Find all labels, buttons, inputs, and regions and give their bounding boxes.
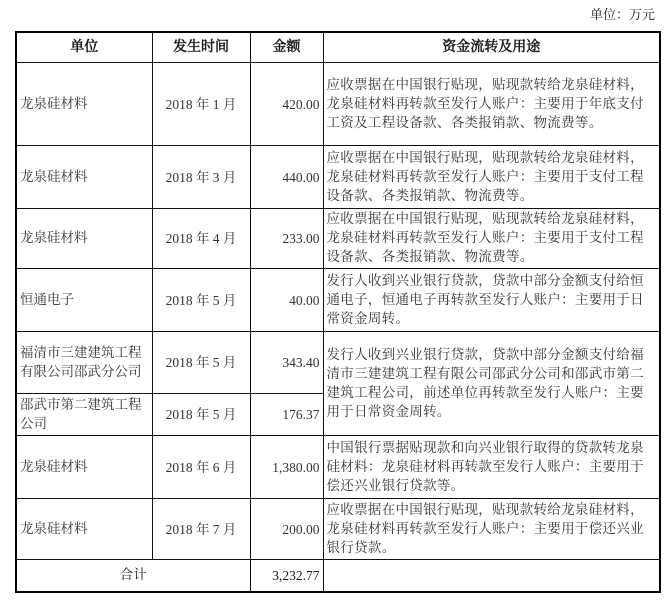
table-row xyxy=(16,436,660,499)
unit-label: 单位：万元 xyxy=(589,8,655,23)
table-row xyxy=(16,332,660,394)
total-row xyxy=(16,560,660,593)
table-row xyxy=(16,269,660,332)
header-unit: 单位 xyxy=(16,32,152,63)
cell-usage: 发行人收到兴业银行贷款，贷款中部分金额支付给恒通电子，恒通电子再转款至发行人账户：主要用于日常资金周转。 xyxy=(323,269,660,332)
cell-date: 2018 年 7 月 xyxy=(152,499,250,560)
cell-date: 2018 年 1 月 xyxy=(152,63,250,146)
cell-usage: 应收票据在中国银行贴现，贴现款转给龙泉硅材料，龙泉硅材料再转款至发行人账户：主要用于支付工程设备款、各类报销款、物流费等。 xyxy=(323,209,660,269)
cell-unit: 龙泉硅材料 xyxy=(16,146,152,209)
header-usage: 资金流转及用途 xyxy=(323,32,660,63)
cell-amount: 343.40 xyxy=(250,332,323,394)
cell-usage: 应收票据在中国银行贴现，贴现款转给龙泉硅材料，龙泉硅材料再转款至发行人账户：主要用于偿还兴业银行贷款。 xyxy=(323,499,660,560)
cell-unit: 福清市三建建筑工程有限公司邵武分公司 xyxy=(16,332,152,394)
total-amount: 3,232.77 xyxy=(250,560,323,593)
cell-unit: 龙泉硅材料 xyxy=(16,209,152,269)
cell-unit: 龙泉硅材料 xyxy=(16,63,152,146)
cell-amount: 200.00 xyxy=(250,499,323,560)
cell-date: 2018 年 4 月 xyxy=(152,209,250,269)
cell-amount: 1,380.00 xyxy=(250,436,323,499)
header-amount: 金额 xyxy=(250,32,323,63)
fund-flow-table xyxy=(15,31,661,593)
table-row xyxy=(16,63,660,146)
cell-date: 2018 年 3 月 xyxy=(152,146,250,209)
cell-usage: 应收票据在中国银行贴现，贴现款转给龙泉硅材料，龙泉硅材料再转款至发行人账户：主要用于年底支付工资及工程设备款、各类报销款、物流费等。 xyxy=(323,63,660,146)
total-usage xyxy=(323,560,660,593)
cell-unit: 龙泉硅材料 xyxy=(16,436,152,499)
cell-amount: 176.37 xyxy=(250,394,323,436)
table-row xyxy=(16,146,660,209)
cell-date: 2018 年 6 月 xyxy=(152,436,250,499)
cell-amount: 440.00 xyxy=(250,146,323,209)
cell-usage: 发行人收到兴业银行贷款，贷款中部分金额支付给福清市三建建筑工程有限公司邵武分公司和邵武市第二建筑工程公司，前述单位再转款至发行人账户：主要用于日常资金周转。 xyxy=(323,332,660,436)
cell-amount: 420.00 xyxy=(250,63,323,146)
table-header-row xyxy=(16,32,660,63)
cell-amount: 233.00 xyxy=(250,209,323,269)
cell-unit: 恒通电子 xyxy=(16,269,152,332)
cell-amount: 40.00 xyxy=(250,269,323,332)
cell-date: 2018 年 5 月 xyxy=(152,269,250,332)
cell-unit: 邵武市第二建筑工程公司 xyxy=(16,394,152,436)
cell-date: 2018 年 5 月 xyxy=(152,332,250,394)
table-row xyxy=(16,499,660,560)
table-row xyxy=(16,209,660,269)
cell-usage: 应收票据在中国银行贴现，贴现款转给龙泉硅材料，龙泉硅材料再转款至发行人账户：主要用于支付工程设备款、各类报销款、物流费等。 xyxy=(323,146,660,209)
cell-usage: 中国银行票据贴现款和向兴业银行取得的贷款转龙泉硅材料：龙泉硅材料再转款至发行人账户：主要用于偿还兴业银行贷款等。 xyxy=(323,436,660,499)
cell-date: 2018 年 5 月 xyxy=(152,394,250,436)
cell-unit: 龙泉硅材料 xyxy=(16,499,152,560)
header-date: 发生时间 xyxy=(152,32,250,63)
total-label: 合计 xyxy=(16,560,250,593)
